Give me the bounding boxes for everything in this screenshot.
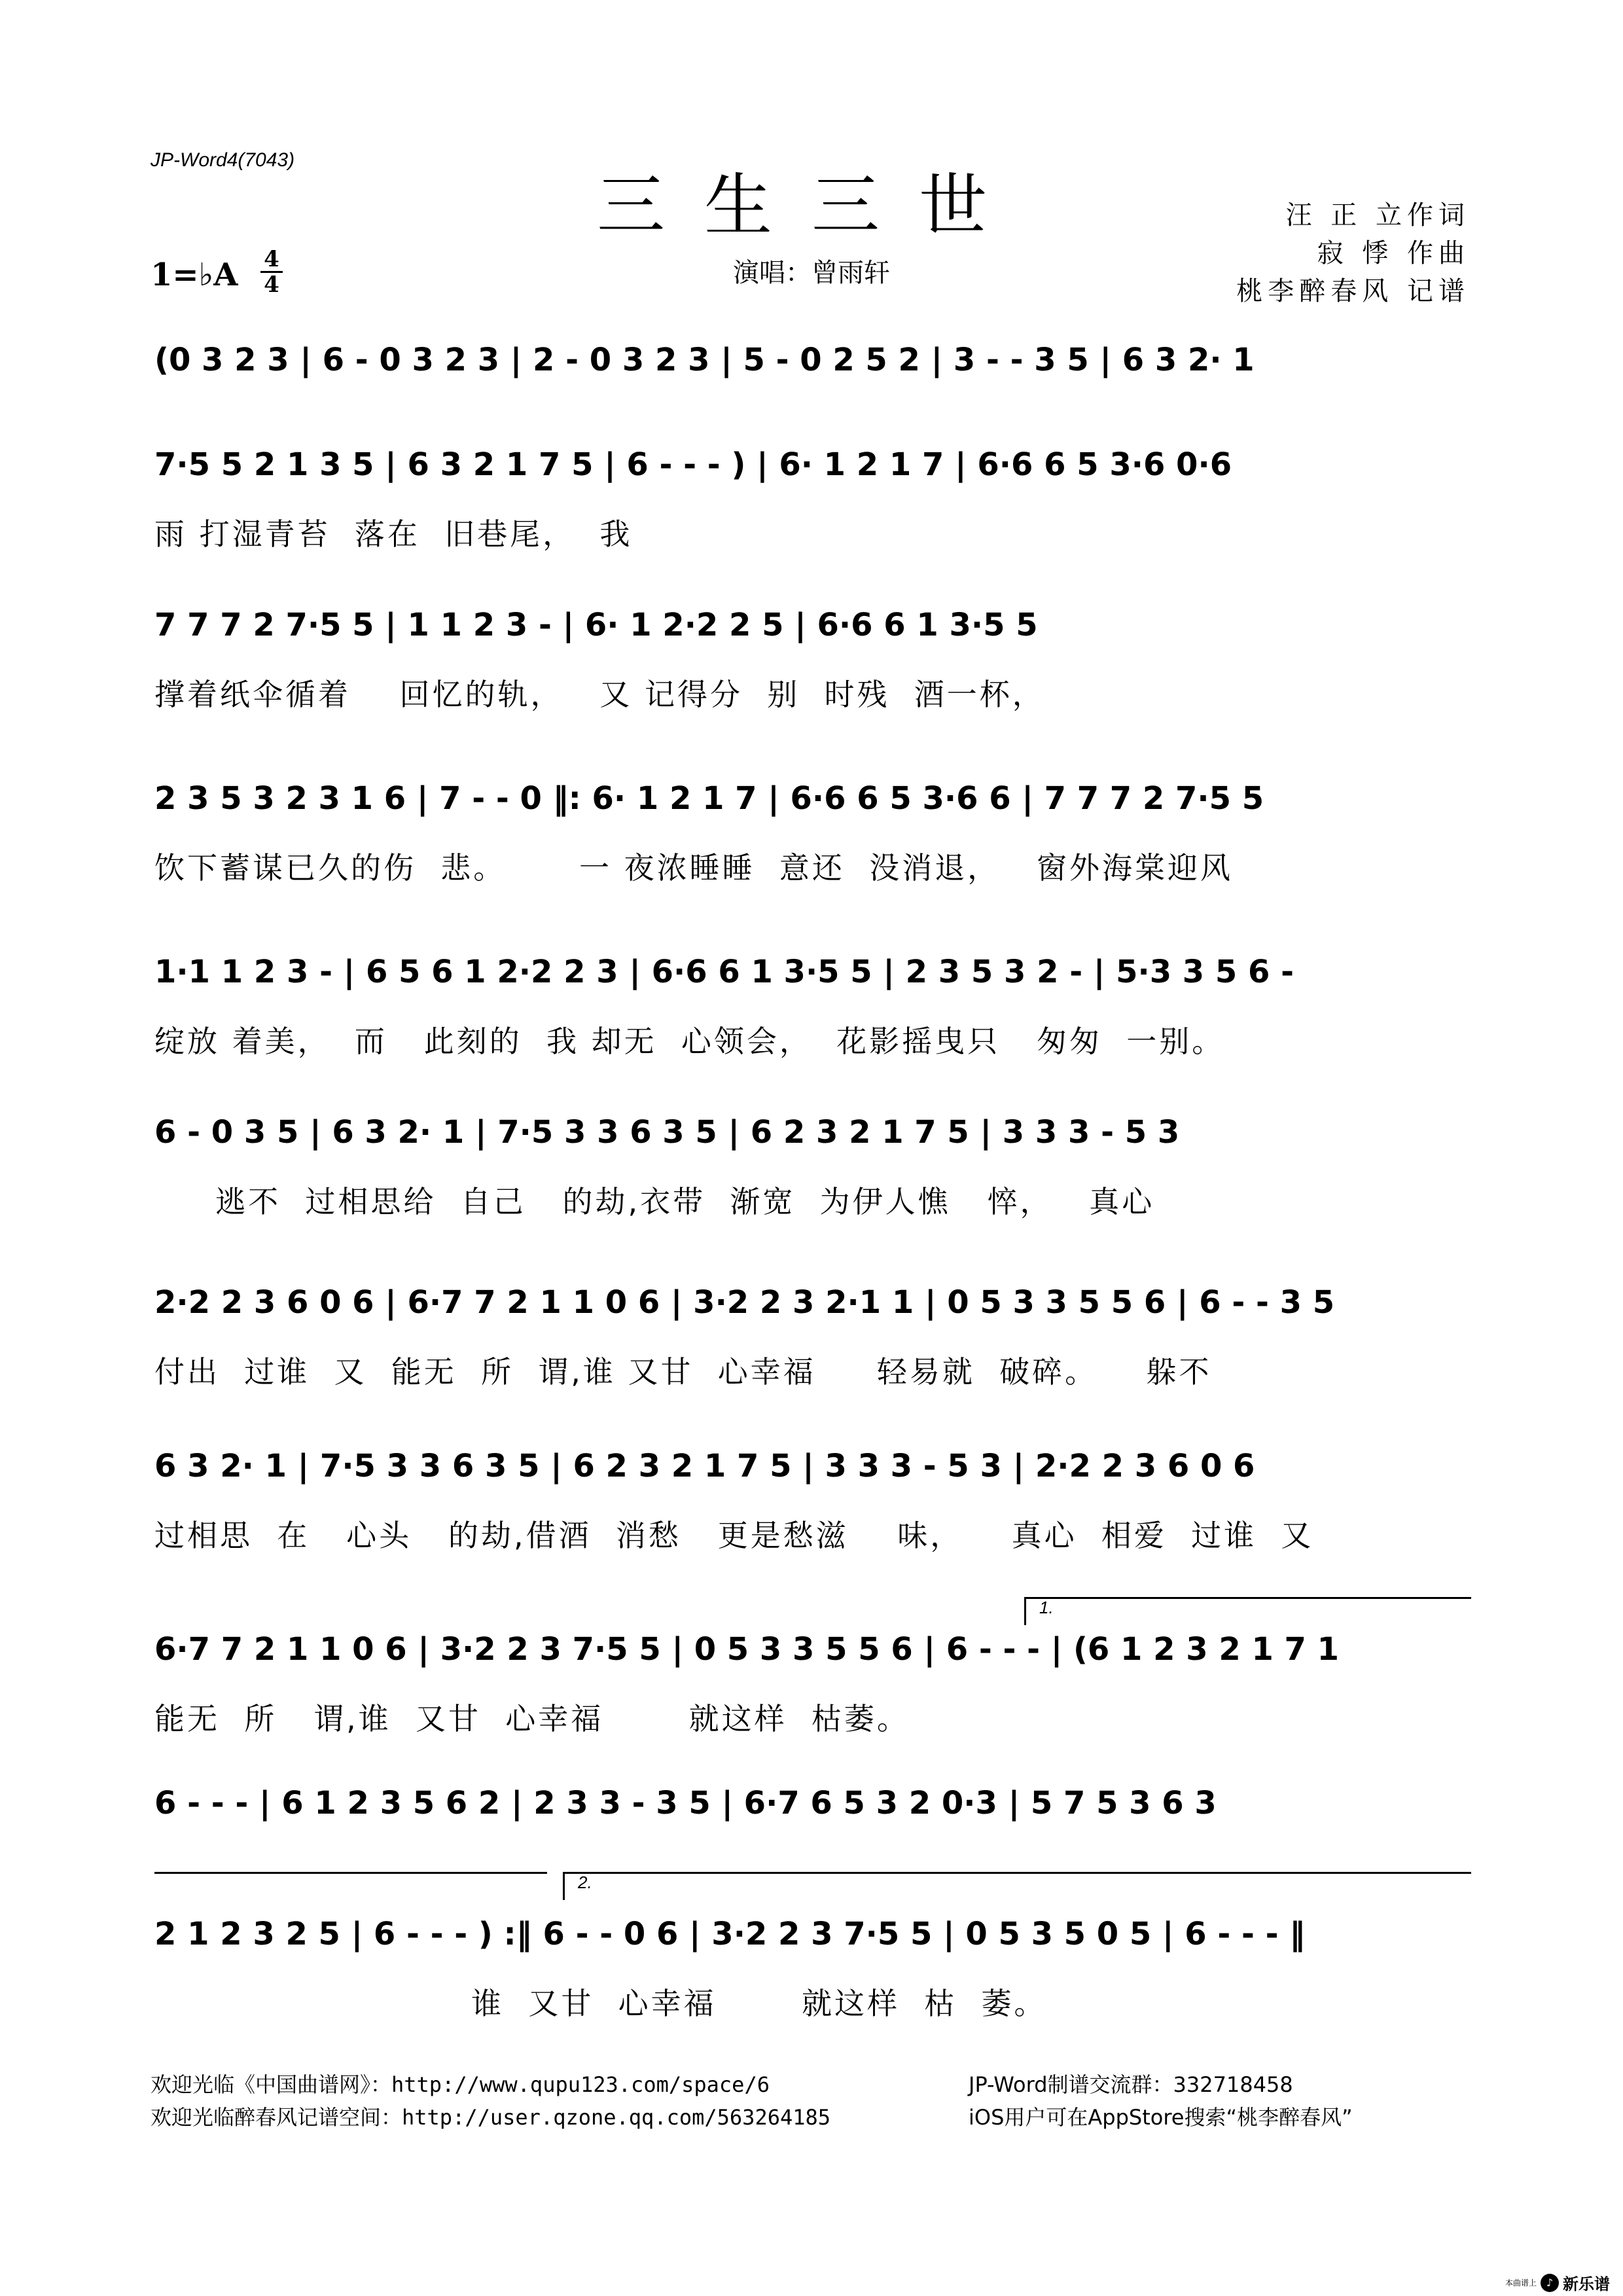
footer-right <box>969 2068 1353 2134</box>
volta-first <box>1024 1597 1471 1625</box>
lyrics-line: 饮下蓄谋已久的伤 悲。 一 夜浓睡睡 意还 没消退， 窗外海棠迎风 <box>154 850 1233 886</box>
key-signature: 1=♭A <box>151 257 238 293</box>
notation-line: 1·1 1 2 3 - | 6 5 6 1 2·2 2 3 | 6·6 6 1 3·5 5 | 2 3 5 3 2 - | 5·3 3 5 6 - <box>154 954 1294 990</box>
music-note-icon: ♪ <box>1541 2274 1559 2292</box>
score-system <box>154 599 1470 723</box>
lyrics-line: 能无 所 谓,谁 又甘 心幸福 就这样 枯萎。 <box>154 1701 910 1736</box>
lyricist: 汪 正 立作词 <box>1285 200 1470 230</box>
score-system <box>154 1440 1470 1564</box>
time-bottom: 4 <box>264 272 279 298</box>
notation-line: 6 3 2· 1 | 7·5 3 3 6 3 5 | 6 2 3 2 1 7 5 | 3 3 3 - 5 3 | 2·2 2 3 6 0 6 <box>154 1448 1255 1484</box>
time-top: 4 <box>264 246 279 272</box>
volta-first-continued <box>154 1872 547 1900</box>
notation-line: 7·5 5 2 1 3 5 | 6 3 2 1 7 5 | 6 - - - ) | 6· 1 2 1 7 | 6·6 6 5 3·6 0·6 <box>154 446 1232 483</box>
notation-line: 7 7 7 2 7·5 5 | 1 1 2 3 - | 6· 1 2·2 2 5 | 6·6 6 1 3·5 5 <box>154 607 1038 643</box>
composer: 寂 悸 作曲 <box>1317 238 1470 268</box>
notation-line: 6 - - - | 6 1 2 3 5 6 2 | 2 3 3 - 3 5 | 6·7 6 5 3 2 0·3 | 5 7 5 3 6 3 <box>154 1785 1217 1821</box>
footer-left <box>151 2068 830 2134</box>
footer-link-1[interactable]: 欢迎光临《中国曲谱网》：http://www.qupu123.com/space/6 <box>151 2072 770 2097</box>
song-title: 三生三世 <box>596 166 1026 245</box>
footer-ios: iOS用户可在AppStore搜索“桃李醉春风” <box>969 2105 1353 2130</box>
score-system <box>154 772 1470 897</box>
score-system <box>154 1276 1470 1401</box>
volta-second-label: 2. <box>578 1873 592 1892</box>
credits <box>1236 196 1470 310</box>
notation-line: 2 1 2 3 2 5 | 6 - - - ) :‖ 6 - - 0 6 | 3·2 2 3 7·5 5 | 0 5 3 5 0 5 | 6 - - - ‖ <box>154 1916 1306 1952</box>
lyrics-line: 逃不 过相思给 自己 的劫,衣带 渐宽 为伊人憔 悴， 真心 <box>154 1184 1155 1219</box>
volta-first-label: 1. <box>1039 1598 1054 1617</box>
lyrics-line: 谁 又甘 心幸福 就这样 枯 萎。 <box>154 1986 1047 2021</box>
lyrics-line: 过相思 在 心头 的劫,借酒 消愁 更是愁滋 味， 真心 相爱 过谁 又 <box>154 1518 1314 1553</box>
time-signature <box>260 246 283 298</box>
volta-second <box>563 1872 1471 1900</box>
notation-line: 2·2 2 3 6 0 6 | 6·7 7 2 1 1 0 6 | 3·2 2 3 2·1 1 | 0 5 3 3 5 5 6 | 6 - - 3 5 <box>154 1284 1335 1321</box>
footer-link-2[interactable]: 欢迎光临醉春风记谱空间：http://user.qzone.qq.com/563264185 <box>151 2105 831 2130</box>
lyrics-line: 撑着纸伞循着 回忆的轨， 又 记得分 别 时残 酒一杯， <box>154 677 1045 712</box>
lyrics-line: 付出 过谁 又 能无 所 谓,谁 又甘 心幸福 轻易就 破碎。 躲不 <box>154 1354 1212 1390</box>
app-version: JP-Word4(7043) <box>151 149 295 171</box>
score-system <box>154 946 1470 1070</box>
notation-line: 6·7 7 2 1 1 0 6 | 3·2 2 3 7·5 5 | 0 5 3 3 5 5 6 | 6 - - - | (6 1 2 3 2 1 7 1 <box>154 1631 1340 1668</box>
score-system <box>154 1623 1470 1748</box>
lyrics-line: 雨 打湿青苔 落在 旧巷尾， 我 <box>154 516 633 552</box>
logo-name: 新乐谱 <box>1563 2275 1610 2293</box>
score-system <box>154 1106 1470 1230</box>
notation-line: 2 3 5 3 2 3 1 6 | 7 - - 0 ‖: 6· 1 2 1 7 | 6·6 6 5 3·6 6 | 7 7 7 2 7·5 5 <box>154 780 1264 817</box>
singer: 演唱：曾雨轩 <box>733 258 890 288</box>
notation-line: 6 - 0 3 5 | 6 3 2· 1 | 7·5 3 3 6 3 5 | 6 2 3 2 1 7 5 | 3 3 3 - 5 3 <box>154 1114 1180 1151</box>
lyrics-line: 绽放 着美， 而 此刻的 我 却无 心领会， 花影摇曳只 匆匆 一别。 <box>154 1024 1225 1059</box>
footer-group: JP-Word制谱交流群：332718458 <box>969 2072 1293 2097</box>
score-system <box>154 439 1470 563</box>
score-system <box>154 1908 1470 2032</box>
logo-caption: 本曲谱上 <box>1505 2278 1537 2287</box>
transcriber: 桃李醉春风 记谱 <box>1236 276 1470 306</box>
site-logo <box>1505 2271 1610 2294</box>
notation-line: (0 3 2 3 | 6 - 0 3 2 3 | 2 - 0 3 2 3 | 5 - 0 2 5 2 | 3 - - 3 5 | 6 3 2· 1 <box>154 342 1255 378</box>
